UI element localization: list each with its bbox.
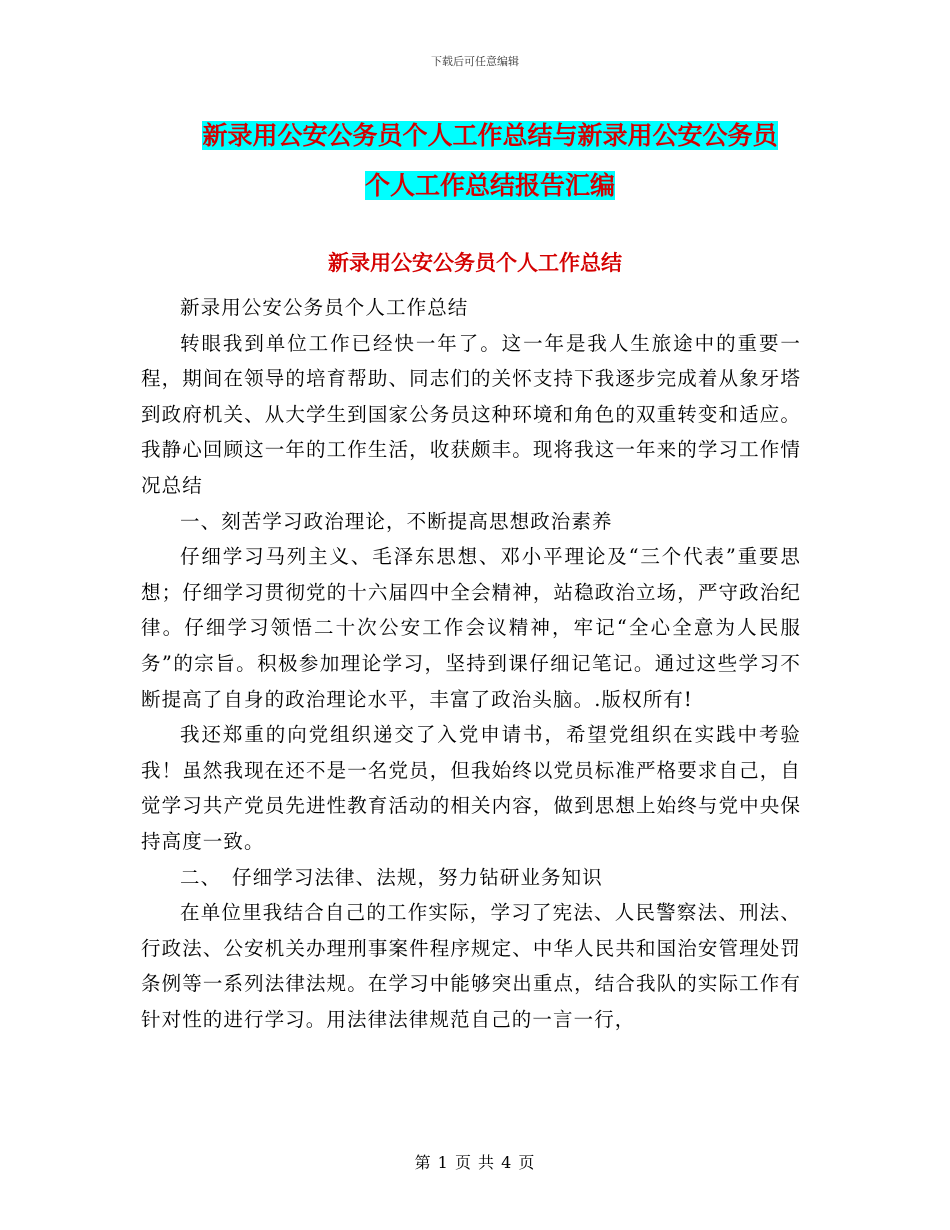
section-title: 新录用公安公务员个人工作总结 — [328, 251, 622, 275]
page-footer: 第 1 页 共 4 页 — [414, 1153, 536, 1172]
header-note: 下载后可任意编辑 — [431, 55, 519, 68]
document-title-line-2: 个人工作总结报告汇编 — [364, 171, 615, 200]
paragraph-intro: 转眼我到单位工作已经快一年了。这一年是我人生旅途中的重要一程，期间在领导的培育帮助、同志们的关怀支持下我逐步完成着从象牙塔到政府机关、从大学生到国家公务员这种环境和角色的双重转变和适应。我静心回顾这一年的工作生活，收获颇丰。现将我这一年来的学习工作情况总结 — [141, 331, 801, 497]
paragraph-subtitle: 新录用公安公务员个人工作总结 — [180, 296, 469, 319]
paragraph-party-application: 我还郑重的向党组织递交了入党申请书，希望党组织在实践中考验我！虽然我现在还不是一名党员，但我始终以党员标准严格要求自己，自觉学习共产党员先进性教育活动的相关内容，做到思想上始终与党中央保持高度一致。 — [141, 723, 801, 853]
document-body — [141, 290, 801, 1037]
paragraph-legal-study: 在单位里我结合自己的工作实际，学习了宪法、人民警察法、刑法、行政法、公安机关办理刑事案件程序规定、中华人民共和国治安管理处罚条例等一系列法律法规。在学习中能够突出重点，结合我队的实际工作有针对性的进行学习。用法律法律规范自己的一言一行， — [141, 901, 801, 1031]
document-title — [145, 111, 835, 211]
heading-part-one: 一、刻苦学习政治理论，不断提高思想政治素养 — [180, 509, 613, 533]
heading-part-two: 二、 仔细学习法律、法规，努力钻研业务知识 — [180, 865, 603, 889]
document-title-line-1: 新录用公安公务员个人工作总结与新录用公安公务员 — [202, 121, 778, 150]
paragraph-political-study: 仔细学习马列主义、毛泽东思想、邓小平理论及“三个代表”重要思想；仔细学习贯彻党的十六届四中全会精神，站稳政治立场，严守政治纪律。仔细学习领悟二十次公安工作会议精神，牢记“全心全意为人民服务”的宗旨。积极参加理论学习，坚持到课仔细记笔记。通过这些学习不断提高了自身的政治理论水平，丰富了政治头脑。.版权所有! — [141, 545, 801, 711]
